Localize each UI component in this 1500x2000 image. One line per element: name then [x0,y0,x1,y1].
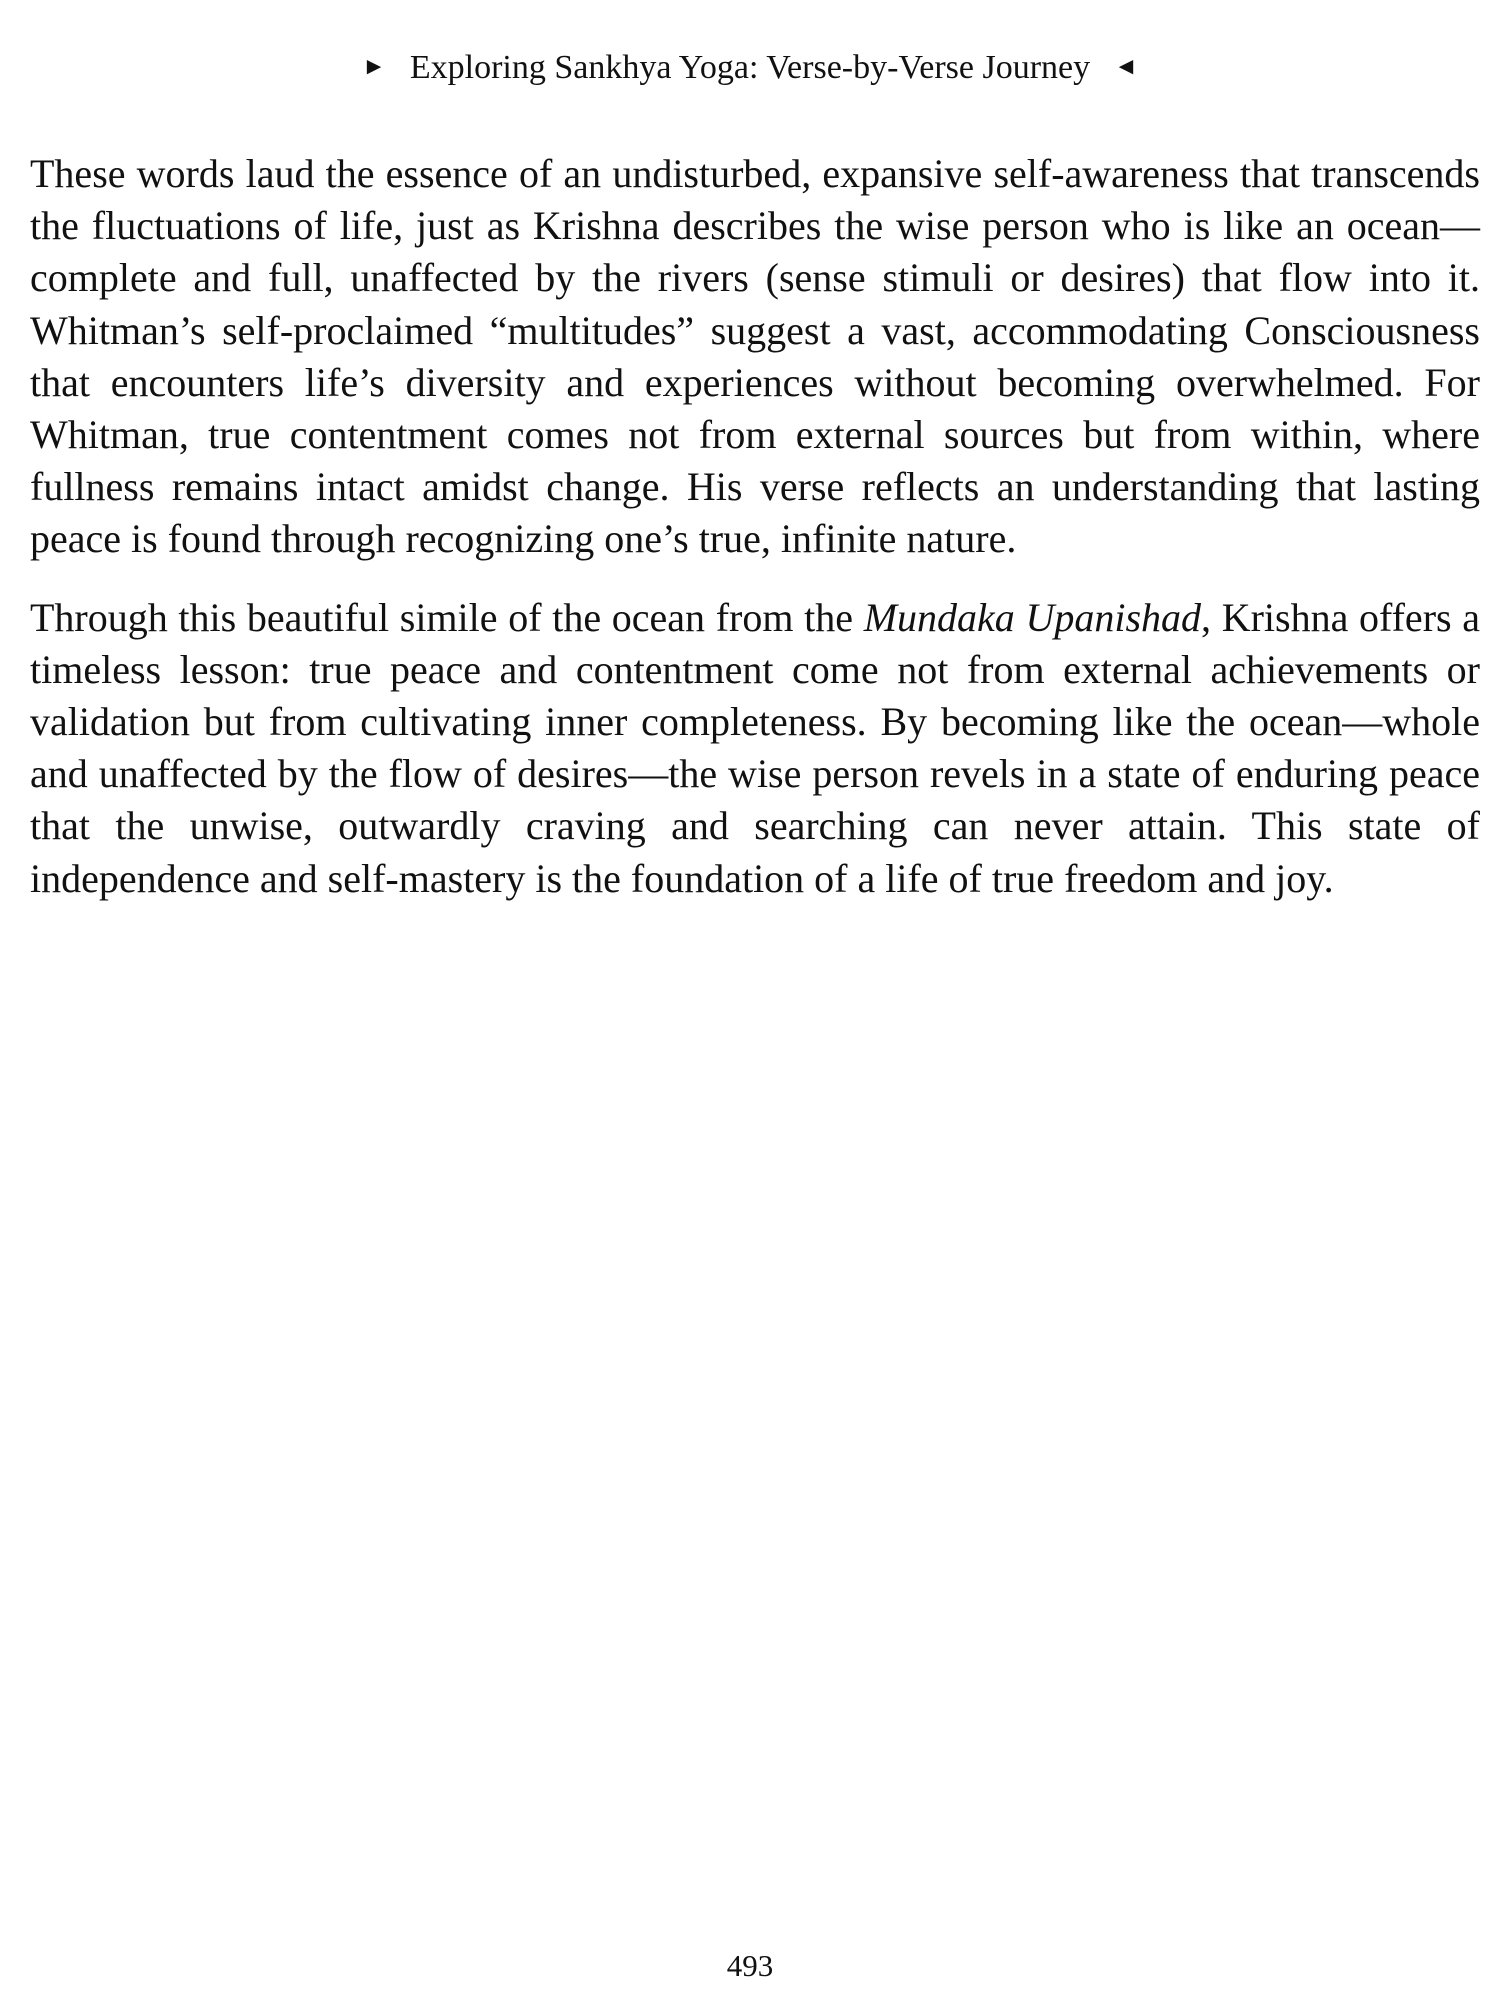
paragraph-continuation: , Krishna offers a timeless lesson: true peace and contentment come not from external achievements or validation but from cultivating inner completeness. By becoming like the ocean—whole and unaffected by the flow of desires—the wise person revels in a state of enduring peace that the unwise, outwardly craving and searching can never attain. This state of independence and self-mastery is the foundation of a life of true freedom and joy. [30,594,1481,901]
book-title-italic: Mundaka Upanishad [863,594,1202,640]
running-header-title: Exploring Sankhya Yoga: Verse-by-Verse Journey [409,49,1091,86]
running-header [0,44,1500,91]
page-body [30,148,1480,931]
paragraph-mundaka [30,592,1480,905]
right-pointer-icon: ► [362,54,386,80]
paragraph-intro: Through this beautiful simile of the ocean from the [30,594,864,640]
left-pointer-icon: ◄ [1114,54,1138,80]
paragraph-whitman: These words laud the essence of an undisturbed, expansive self-awareness that transcends the fluctuations of life, just as Krishna describes the wise person who is like an ocean—complete and full, unaffected by the rivers (sense stimuli or desires) that flow into it. Whitman’s self-proclaimed “multitudes” suggest a vast, accommodating Consciousness that encounters life’s diversity and experiences without becoming overwhelmed. For Whitman, true contentment comes not from external sources but from within, where fullness remains intact amidst change. His verse reflects an understanding that lasting peace is found through recognizing one’s true, infinite nature. [30,151,1480,562]
page-number: 493 [726,1948,774,1983]
